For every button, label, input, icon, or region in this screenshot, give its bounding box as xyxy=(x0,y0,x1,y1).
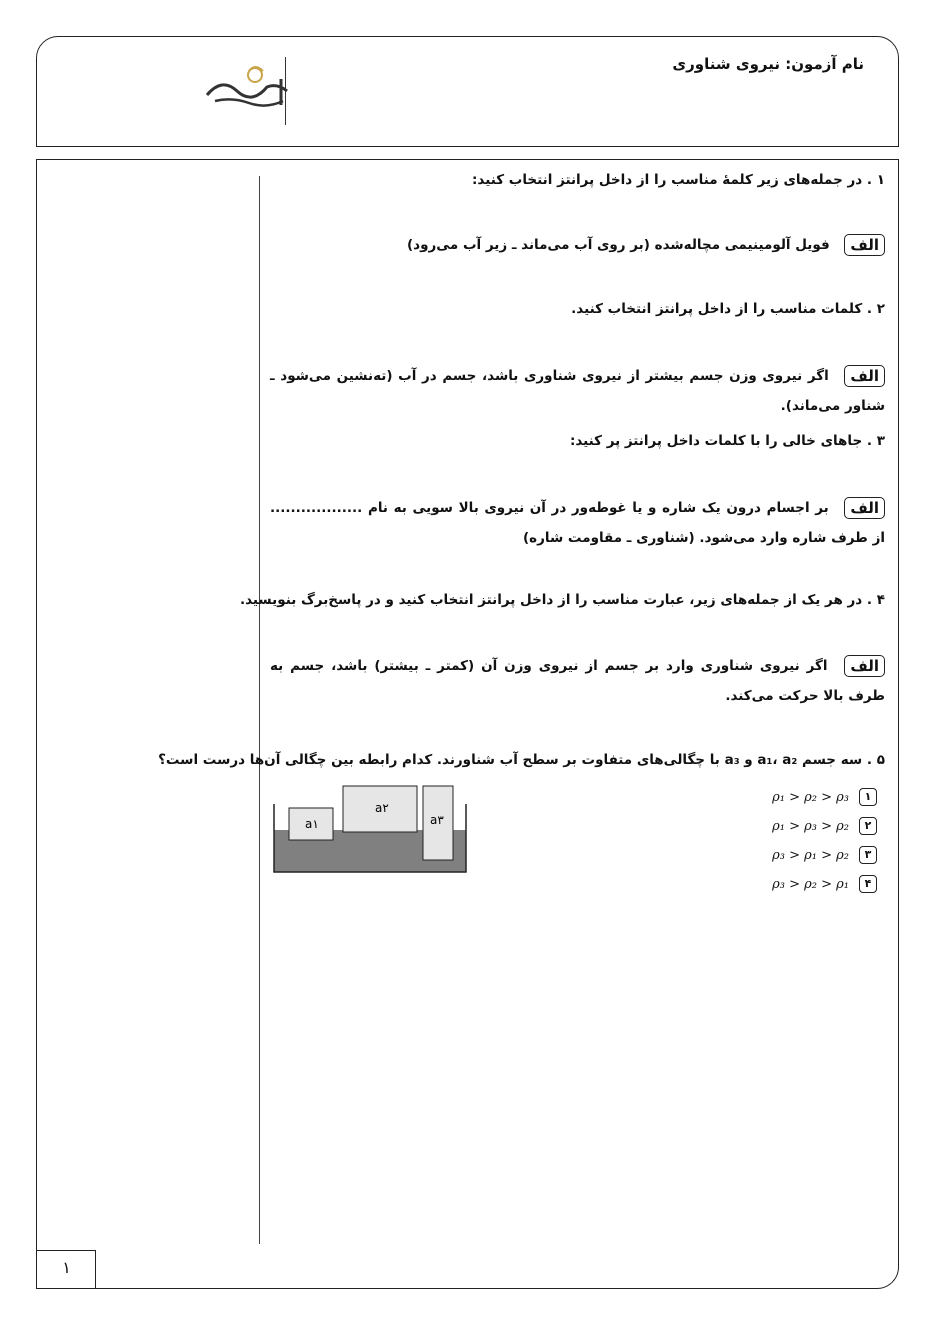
question-5 xyxy=(158,752,885,768)
option-number: ۳ xyxy=(859,846,877,864)
block-a3-label: a۳ xyxy=(430,813,444,827)
page-number: ۱ xyxy=(62,1258,71,1277)
part-text: فویل آلومینیمی مچاله‌شده (بر روی آب می‌ماند ـ زیر آب می‌رود) xyxy=(407,237,830,253)
question-number: ۵ . xyxy=(866,752,885,768)
option-expression: ρ₃ > ρ₁ > ρ₂ xyxy=(772,847,849,863)
publisher-logo xyxy=(197,57,297,117)
question-number: ۱ . xyxy=(866,172,885,188)
question-3-part-a xyxy=(270,493,885,553)
option-expression: ρ₁ > ρ₃ > ρ₂ xyxy=(772,818,849,834)
part-label: الف xyxy=(844,365,885,387)
option-4[interactable] xyxy=(772,875,877,893)
question-1 xyxy=(472,172,885,188)
part-text: اگر نیروی شناوری وارد بر جسم از نیروی وزن آن (کمتر ـ بیشتر) باشد، جسم به طرف بالا حرکت می‌کند. xyxy=(270,658,885,704)
part-label: الف xyxy=(844,655,885,677)
option-number: ۴ xyxy=(859,875,877,893)
question-4-part-a xyxy=(270,651,885,711)
question-1-part-a xyxy=(270,230,885,260)
option-number: ۲ xyxy=(859,817,877,835)
part-label: الف xyxy=(844,497,885,519)
option-expression: ρ₁ > ρ₂ > ρ₃ xyxy=(772,789,849,805)
question-prompt: کلمات مناسب را از داخل پرانتز انتخاب کنید. xyxy=(571,301,863,317)
option-2[interactable] xyxy=(772,817,877,835)
question-number: ۲ . xyxy=(866,301,885,317)
part-text: اگر نیروی وزن جسم بیشتر از نیروی شناوری باشد، جسم در آب (ته‌نشین می‌شود ـ شناور می‌ماند). xyxy=(270,368,885,414)
question-number: ۳ . xyxy=(866,433,885,449)
margin-line xyxy=(259,176,260,1244)
option-3[interactable] xyxy=(772,846,877,864)
question-2 xyxy=(571,301,885,317)
logo-divider xyxy=(285,57,286,125)
floating-blocks-figure xyxy=(272,782,468,876)
question-4 xyxy=(240,592,885,608)
question-2-part-a xyxy=(270,361,885,421)
page-number-box xyxy=(37,1250,96,1288)
page-header xyxy=(36,36,899,147)
question-3 xyxy=(570,433,885,449)
block-a1-label: a۱ xyxy=(305,817,319,831)
option-1[interactable] xyxy=(772,788,877,806)
question-prompt: جاهای خالی را با کلمات داخل پرانتز پر کنید: xyxy=(569,433,863,449)
part-label: الف xyxy=(844,234,885,256)
question-prompt: سه جسم a₁، a₂ و a₃ با چگالی‌های متفاوت بر سطح آب شناورند. کدام رابطه بین چگالی آن‌ها درست است؟ xyxy=(158,752,863,768)
option-number: ۱ xyxy=(859,788,877,806)
block-a2-label: a۲ xyxy=(375,801,389,815)
question-prompt: در جمله‌های زیر کلمهٔ مناسب را از داخل پرانتز انتخاب کنید: xyxy=(472,172,863,188)
part-text: بر اجسام درون یک شاره و یا غوطه‌ور در آن نیروی بالا سویی به نام .................. از طرف شاره وارد می‌شود. (شناوری ـ مقاومت شاره) xyxy=(270,500,885,546)
question-sheet xyxy=(36,159,899,1289)
option-expression: ρ₃ > ρ₂ > ρ₁ xyxy=(772,876,849,892)
exam-title: نام آزمون: نیروی شناوری xyxy=(672,55,864,73)
question-number: ۴ . xyxy=(866,592,885,608)
question-prompt: در هر یک از جمله‌های زیر، عبارت مناسب را از داخل پرانتز انتخاب کنید و در پاسخ‌برگ بنویسید. xyxy=(240,592,863,608)
